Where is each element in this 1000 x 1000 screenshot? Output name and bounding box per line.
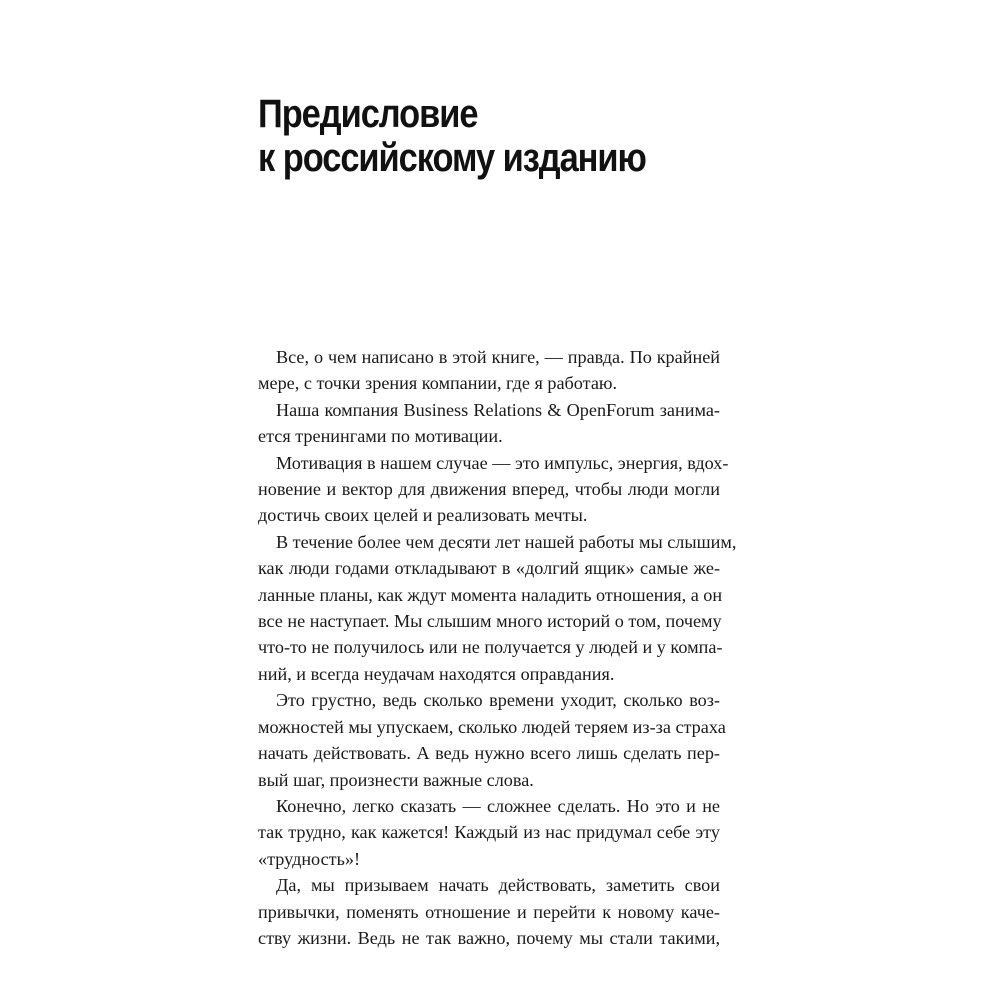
text-line: ется тренингами по мотивации. xyxy=(258,426,503,447)
text-line: вый шаг, произнести важные слова. xyxy=(258,769,534,790)
text-line: можностей мы упускаем, сколько людей теряем из-за страха xyxy=(258,716,726,737)
text-line: Все, о чем написано в этой книге, — правда. По крайней xyxy=(276,347,720,367)
paragraph xyxy=(258,344,720,397)
text-line: В течение более чем десяти лет нашей работы мы слышим, xyxy=(276,531,737,552)
text-line: Да, мы призываем начать действовать, заметить свои xyxy=(276,875,720,896)
text-line: все не наступает. Мы слышим много историй о том, почему xyxy=(258,611,722,632)
text-line: ний, и всегда неудачам находятся оправдания. xyxy=(258,663,615,684)
text-line: что-то не получилось или не получается у людей и у компа- xyxy=(258,637,723,658)
chapter-title-line: Предисловие xyxy=(258,92,478,136)
text-line: мере, с точки зрения компании, где я работаю. xyxy=(258,373,618,394)
text-line: так трудно, как кажется! Каждый из нас придумал себе эту xyxy=(258,822,720,843)
chapter-title-line: к российскому изданию xyxy=(258,136,646,180)
body-text xyxy=(258,344,737,951)
chapter-title xyxy=(258,92,646,180)
text-line: начать действовать. А ведь нужно всего лишь сделать пер- xyxy=(258,743,720,764)
paragraph xyxy=(258,872,720,951)
text-line: новение и вектор для движения вперед, чтобы люди могли xyxy=(258,479,720,500)
text-line: Конечно, легко сказать — сложнее сделать. Но это и не xyxy=(276,795,720,816)
text-line: ланные планы, как ждут момента наладить отношения, а он xyxy=(258,584,723,605)
text-line: Мотивация в нашем случае — это импульс, энергия, вдох- xyxy=(276,452,729,473)
text-line: привычки, поменять отношение и перейти к новому каче- xyxy=(258,901,720,922)
text-line: ству жизни. Ведь не так важно, почему мы стали такими, xyxy=(258,927,720,948)
text-line: достичь своих целей и реализовать мечты. xyxy=(258,505,588,526)
text-line: Это грустно, ведь сколько времени уходит, сколько воз- xyxy=(276,690,720,711)
paragraph xyxy=(258,450,729,529)
text-line: «трудность»! xyxy=(258,848,361,869)
paragraph xyxy=(258,397,720,450)
paragraph xyxy=(258,793,720,872)
text-line: как люди годами откладывают в «долгий ящик» самые же- xyxy=(258,558,720,579)
paragraph xyxy=(258,529,737,687)
text-line: Наша компания Business Relations & OpenForum занима- xyxy=(276,399,720,420)
paragraph xyxy=(258,687,726,793)
